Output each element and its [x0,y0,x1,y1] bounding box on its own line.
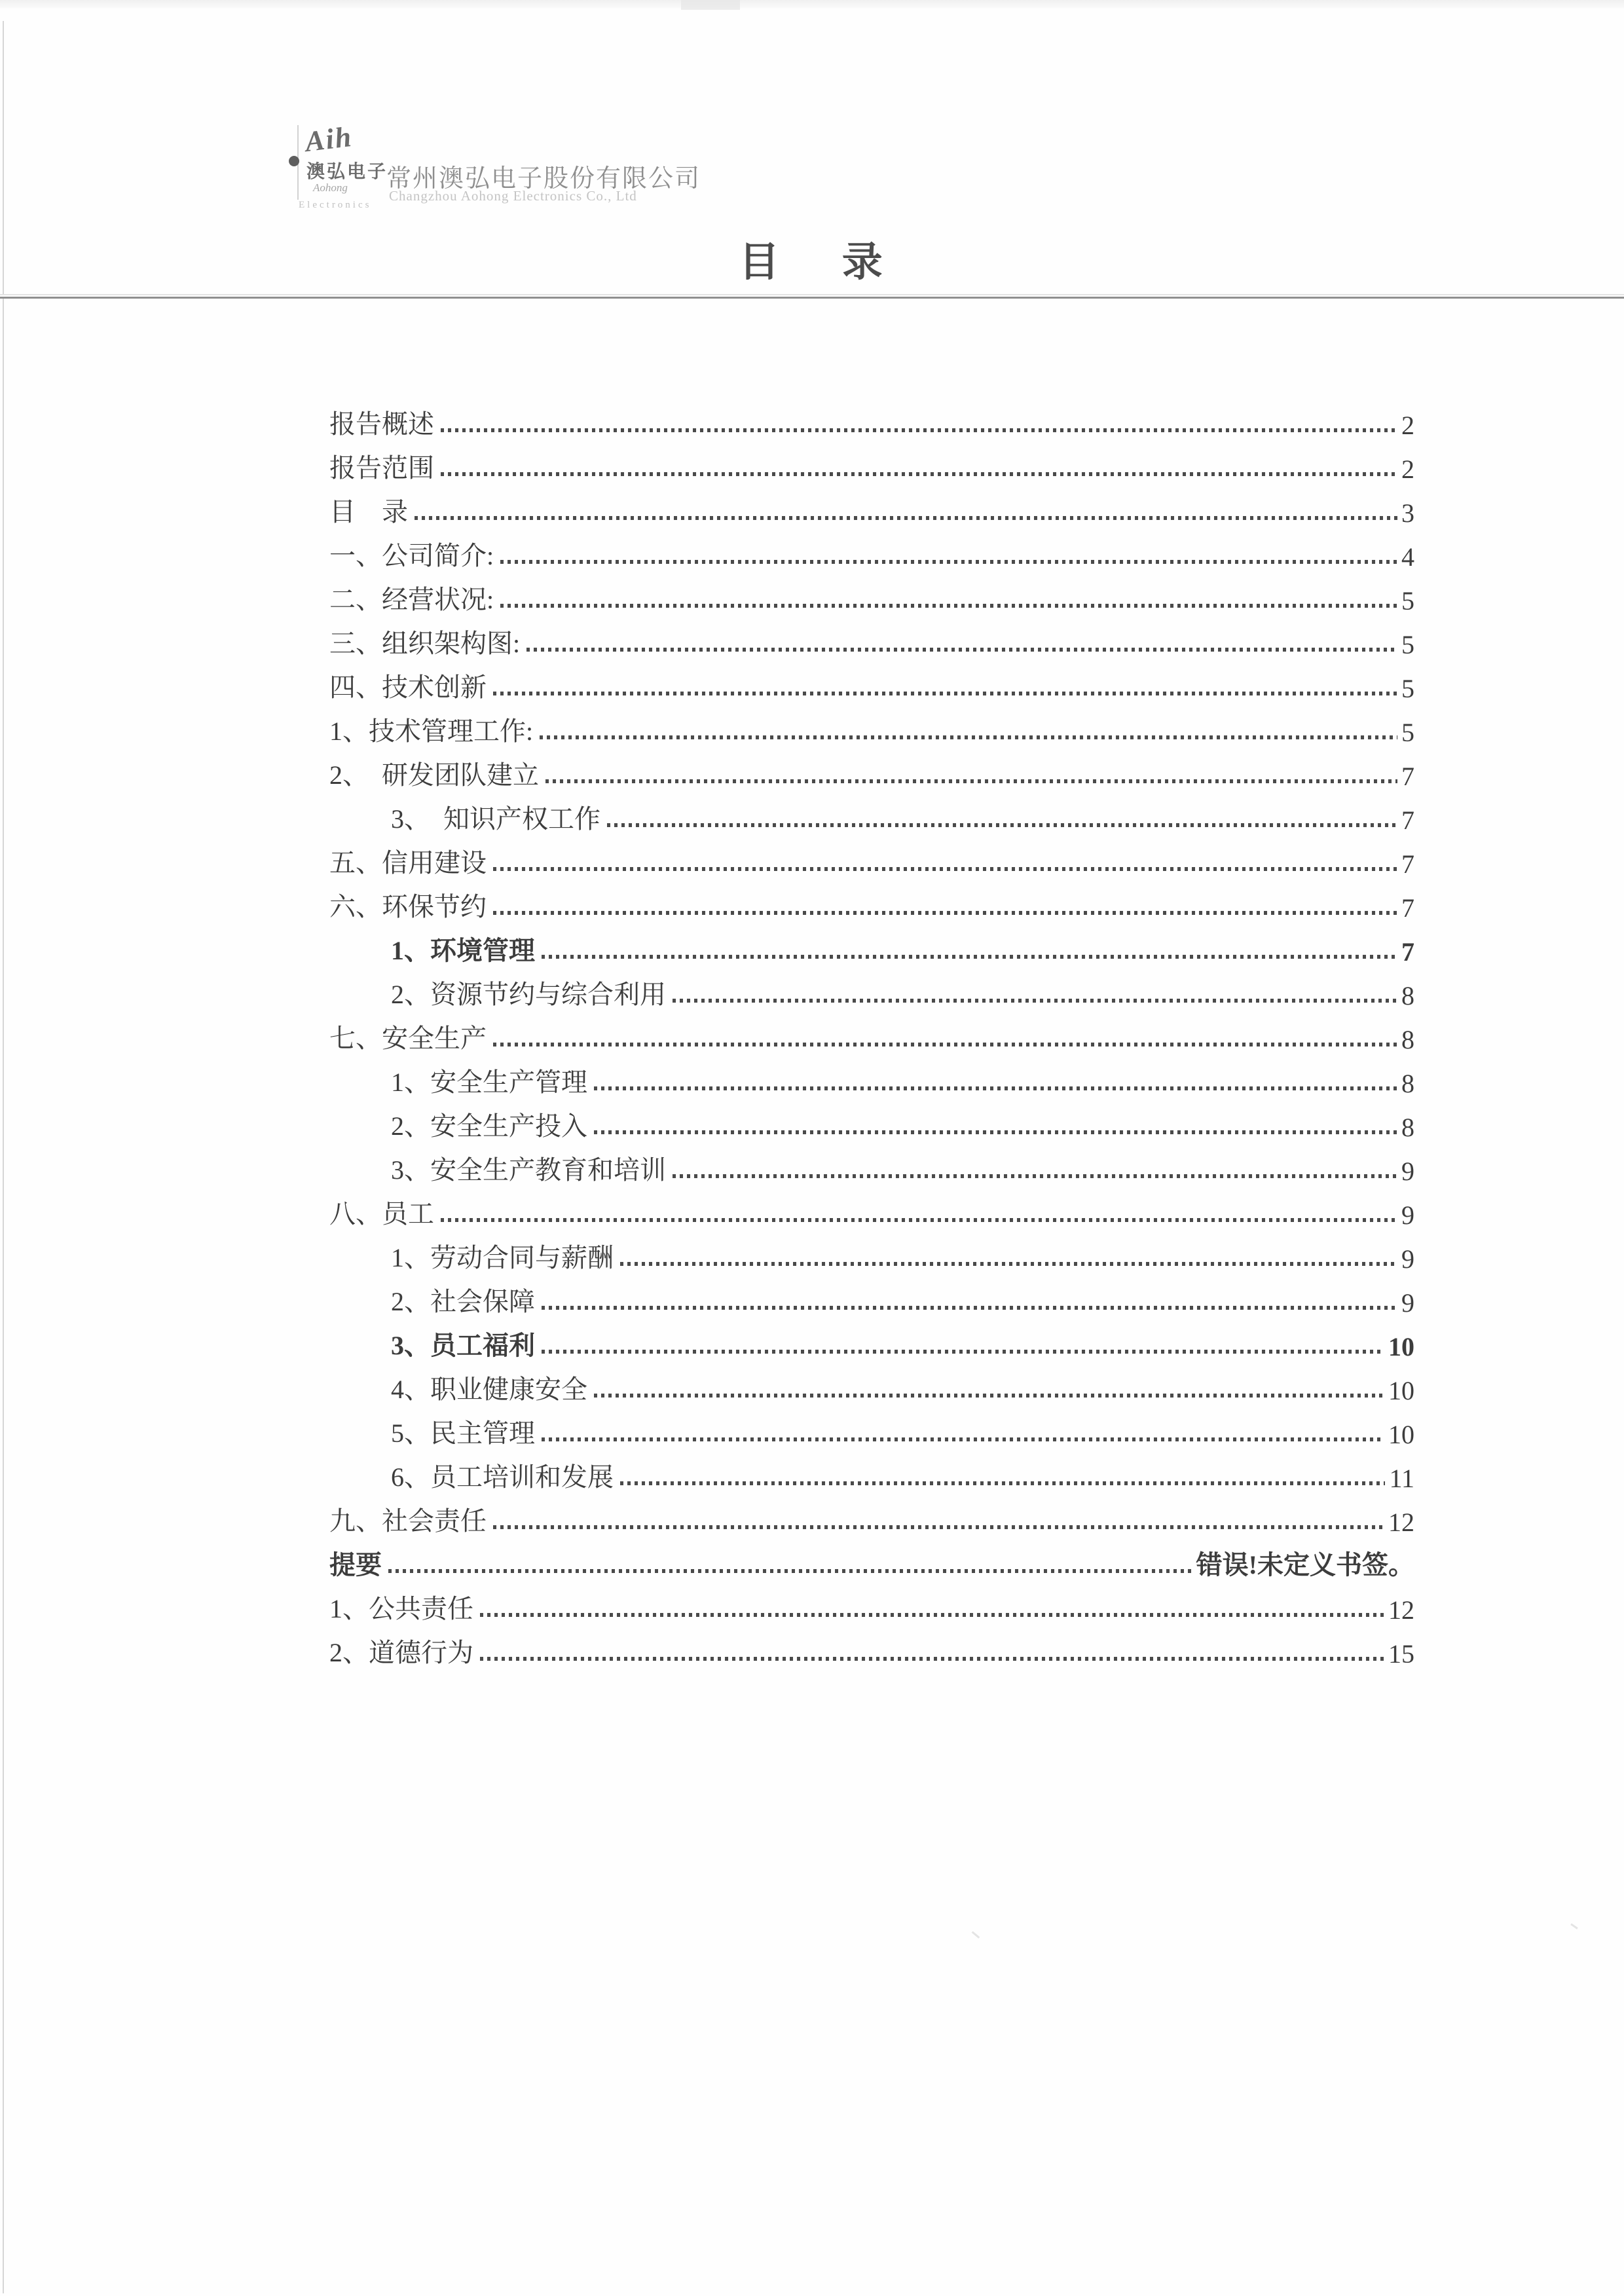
toc-dot-leader [545,779,1397,783]
toc-entry-page: 15 [1388,1639,1414,1669]
toc-entry [329,1103,1414,1147]
toc-entry-page: 10 [1388,1420,1414,1449]
toc-entry-label: 1、劳动合同与薪酬 [391,1243,614,1272]
toc-entry-page: 12 [1388,1595,1414,1625]
toc-entry [329,1234,1414,1278]
toc-entry-page: 2 [1401,454,1414,484]
toc-dot-leader [493,1525,1384,1529]
toc-entry-page: 10 [1388,1376,1414,1405]
toc-entry [329,752,1414,796]
toc-dot-leader [500,604,1397,608]
company-name-en: Changzhou Aohong Electronics Co., Ltd [389,188,637,204]
toc-entry-page: 9 [1401,1200,1414,1230]
toc-dot-leader [620,1481,1385,1485]
toc-entry-page: 12 [1388,1508,1414,1537]
toc-dot-leader [594,1086,1397,1090]
toc-entry [329,1322,1414,1366]
toc-entry-page: 3 [1401,498,1414,528]
toc-entry [329,1278,1414,1322]
toc-entry-label: 目 录 [329,497,408,527]
toc-entry-label: 2、社会保障 [391,1287,535,1316]
toc-dot-leader [441,472,1397,476]
toc-dot-leader [441,1218,1397,1222]
toc-entry-label: 五、信用建设 [329,848,487,878]
toc-dot-leader [493,1043,1397,1046]
toc-entry-label: 6、员工培训和发展 [391,1462,614,1492]
toc-dot-leader [526,648,1397,652]
toc-entry-label: 九、社会责任 [329,1506,487,1536]
toc-dot-leader [607,823,1397,827]
toc-entry-label: 1、公共责任 [329,1594,473,1623]
toc-entry-label: 四、技术创新 [329,673,487,702]
toc-dot-leader [480,1657,1384,1661]
company-letterhead [288,121,786,219]
toc-entry [329,927,1414,971]
toc-entry-page: 9 [1401,1288,1414,1318]
toc-entry-label: 提要 [329,1550,382,1580]
toc-dot-leader [415,516,1397,520]
toc-entry-page: 错误!未定义书签。 [1196,1550,1414,1580]
toc-entry-label: 2、道德行为 [329,1638,473,1667]
toc-dot-leader [673,999,1397,1003]
logo-dot-icon [289,156,299,166]
toc-entry [329,532,1414,576]
toc-entry [329,1147,1414,1191]
toc-dot-leader [441,428,1397,432]
toc-entry [329,1410,1414,1454]
toc-entry-label: 4、职业健康安全 [391,1375,587,1404]
toc-entry [329,1191,1414,1234]
toc-entry-label: 二、经营状况: [329,585,494,614]
toc-entry [329,1454,1414,1498]
scan-smudge [681,0,740,10]
logo-name-zh: 澳弘电子 [306,162,388,182]
logo-name-en2: Electronics [299,200,372,210]
toc-entry [329,489,1414,532]
toc-dot-leader [493,692,1397,695]
toc-entry [329,1498,1414,1542]
toc-entry [329,401,1414,445]
toc-entry-page: 8 [1401,1113,1414,1142]
header-divider [0,294,1624,300]
toc-entry-label: 报告范围 [329,453,434,483]
toc-dot-leader [493,911,1397,915]
toc-entry [329,883,1414,927]
toc-entry [329,840,1414,883]
toc-entry [329,1542,1414,1585]
toc-entry-page: 8 [1401,1025,1414,1054]
toc-entry [329,1629,1414,1673]
scan-top-edge [0,0,1624,9]
toc-dot-leader [673,1174,1397,1178]
toc-entry-page: 7 [1401,762,1414,791]
toc-dot-leader [388,1569,1192,1573]
toc-entry-page: 10 [1388,1332,1414,1361]
toc-entry-label: 八、员工 [329,1199,434,1229]
toc-dot-leader [542,955,1397,959]
toc-dot-leader [594,1394,1384,1398]
toc-entry [329,1059,1414,1103]
toc-entry-label: 2、资源节约与综合利用 [391,980,666,1009]
toc-entry-label: 2、 研发团队建立 [329,760,539,790]
toc-entry [329,971,1414,1015]
toc-entry-page: 2 [1401,411,1414,440]
toc-entry-label: 5、民主管理 [391,1418,535,1448]
toc-dot-leader [594,1130,1397,1134]
toc-entry [329,796,1414,840]
scan-speck [1570,1923,1578,1929]
toc-entry-page: 4 [1401,542,1414,572]
toc-entry-label: 1、安全生产管理 [391,1067,587,1097]
toc-entry-page: 9 [1401,1244,1414,1274]
toc-entry-label: 七、安全生产 [329,1024,487,1053]
page-title: 目 录 [739,240,885,285]
toc-entry-page: 7 [1401,805,1414,835]
toc-dot-leader [500,560,1397,564]
toc-dot-leader [480,1613,1384,1617]
scan-left-edge [3,21,4,2293]
toc-entry-page: 5 [1401,586,1414,616]
logo-name-en: Aohong [313,181,348,194]
toc-entry-page: 7 [1401,937,1414,967]
toc-entry [329,1015,1414,1059]
toc-entry [329,1585,1414,1629]
toc-entry-page: 7 [1401,893,1414,923]
toc-entry-page: 5 [1401,674,1414,703]
toc-entry-label: 2、安全生产投入 [391,1111,587,1141]
toc-entry-page: 7 [1401,849,1414,879]
toc-entry-label: 一、公司简介: [329,541,494,570]
toc-entry [329,1366,1414,1410]
toc-entry-page: 11 [1389,1464,1414,1493]
scan-speck [972,1931,980,1938]
toc-list [329,401,1414,1673]
toc-entry [329,620,1414,664]
toc-entry-label: 3、员工福利 [391,1331,535,1360]
toc-entry [329,664,1414,708]
toc-entry-label: 报告概述 [329,409,434,439]
toc-entry [329,576,1414,620]
toc-dot-leader [540,735,1397,739]
toc-entry-label: 3、安全生产教育和培训 [391,1155,666,1185]
toc-dot-leader [542,1306,1397,1310]
toc-entry-page: 9 [1401,1157,1414,1186]
toc-dot-leader [542,1350,1384,1354]
toc-dot-leader [542,1437,1384,1441]
toc-entry-label: 1、技术管理工作: [329,716,534,746]
toc-dot-leader [493,867,1397,871]
toc-entry-page: 8 [1401,981,1414,1010]
toc-entry [329,445,1414,489]
logo-script-mark: Aih [303,120,354,158]
toc-entry-label: 三、组织架构图: [329,629,521,658]
toc-entry-page: 8 [1401,1069,1414,1098]
toc-entry-label: 六、环保节约 [329,892,487,921]
toc-entry-page: 5 [1401,630,1414,659]
toc-entry-label: 3、 知识产权工作 [391,804,600,834]
toc-entry-page: 5 [1401,718,1414,747]
toc-dot-leader [620,1262,1397,1266]
company-name-zh: 常州澳弘电子股份有限公司 [386,165,701,193]
toc-entry [329,708,1414,752]
toc-entry-label: 1、环境管理 [391,936,535,965]
